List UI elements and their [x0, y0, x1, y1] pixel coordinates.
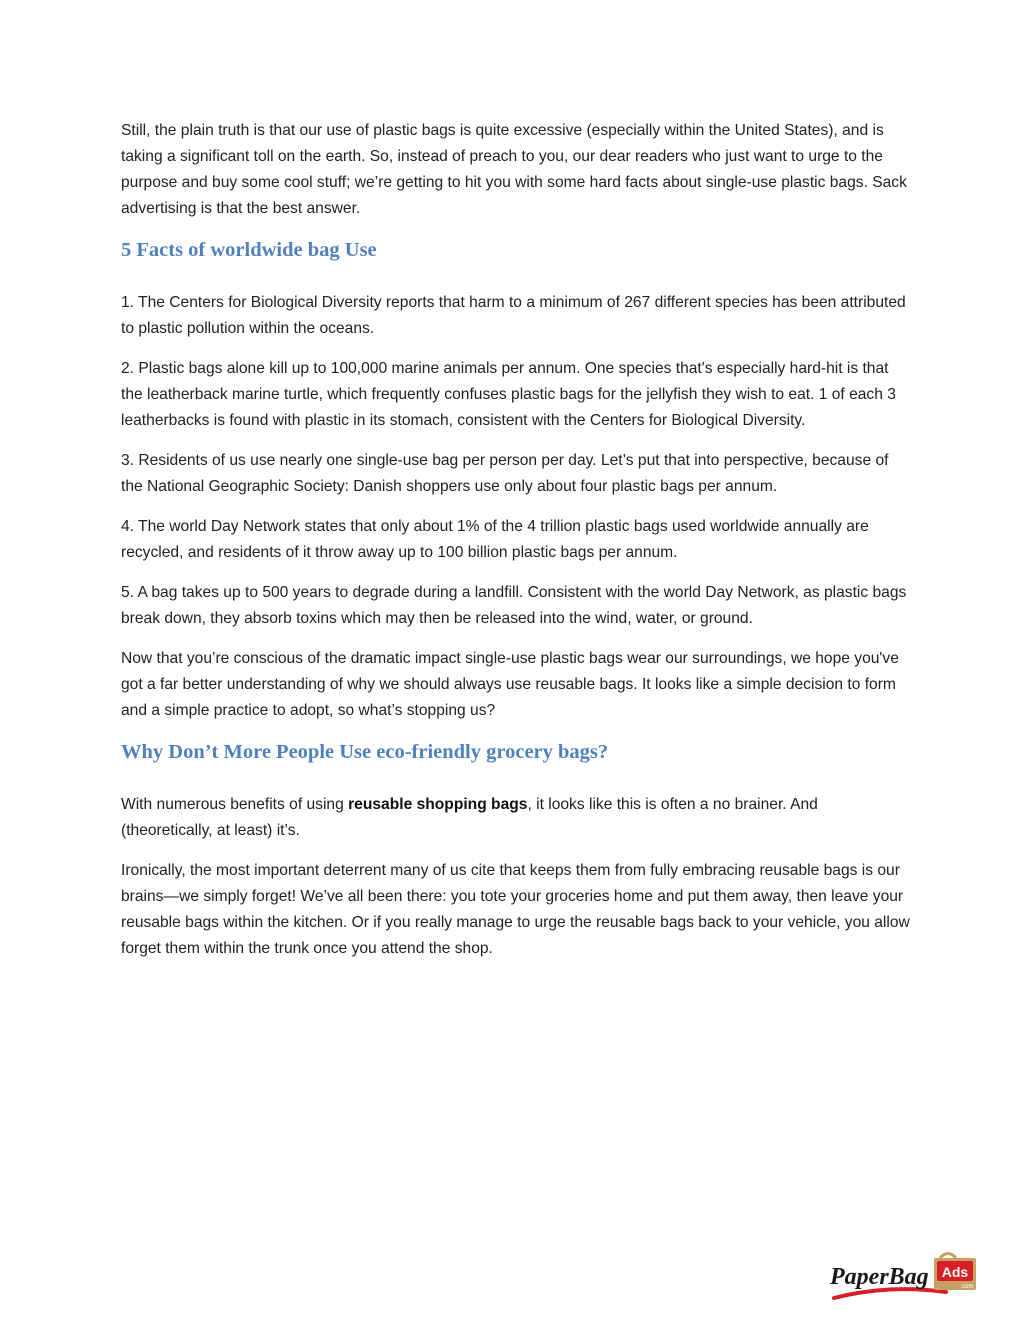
benefits-paragraph: [121, 792, 911, 844]
benefits-text-after: , it looks like this is often a no brainer. And (theoretically, at least) it’s.: [121, 796, 818, 839]
fact-item-5: 5. A bag takes up to 500 years to degrade during a landfill. Consistent with the world Day Network, as plastic bags break down, they absorb toxins which may then be released into the wind, water, or ground.: [121, 584, 907, 627]
logo-com-text: .com: [960, 1284, 974, 1290]
benefits-bold-phrase: reusable shopping bags: [348, 796, 528, 813]
conclusion-paragraph: Now that you’re conscious of the dramatic impact single-use plastic bags wear our surroundings, we hope you've got a far better understanding of why we should always use reusable bags. It looks like a simple decision to form and a simple practice to adopt, so what’s stopping us?: [121, 650, 899, 719]
logo-paperbag-text: PaperBag: [830, 1264, 929, 1290]
paperbagads-logo: [828, 1248, 978, 1303]
fact-item-2: 2. Plastic bags alone kill up to 100,000 marine animals per annum. One species that's especially hard-hit is that the leatherback marine turtle, which frequently confuses plastic bags for the jellyfish they wish to eat. 1 of each 3 leatherbacks is found with plastic in its stomach, consistent with the Centers for Biological Diversity.: [121, 360, 896, 429]
logo-ads-text: Ads: [941, 1264, 969, 1280]
section-heading-facts: 5 Facts of worldwide bag Use: [121, 239, 377, 261]
shopping-bag-icon: [934, 1254, 976, 1291]
intro-paragraph: Still, the plain truth is that our use of plastic bags is quite excessive (especially within the United States), and is taking a significant toll on the earth. So, instead of preach to you, our dear readers who just want to urge to the purpose and buy some cool stuff; we’re getting to hit you with some hard facts about single-use plastic bags. Sack advertising is that the best answer.: [121, 122, 907, 217]
fact-item-1: 1. The Centers for Biological Diversity reports that harm to a minimum of 267 different species has been attributed to plastic pollution within the oceans.: [121, 294, 906, 337]
fact-item-3: 3. Residents of us use nearly one single-use bag per person per day. Let’s put that into perspective, because of the National Geographic Society: Danish shoppers use only about four plastic bags per annum.: [121, 452, 889, 495]
fact-item-4: 4. The world Day Network states that only about 1% of the 4 trillion plastic bags used worldwide annually are recycled, and residents of it throw away up to 100 billion plastic bags per annum.: [121, 518, 869, 561]
document-page: [121, 118, 911, 976]
section-heading-why: Why Don’t More People Use eco-friendly grocery bags?: [121, 741, 609, 763]
ironic-paragraph: Ironically, the most important deterrent many of us cite that keeps them from fully embracing reusable bags is our brains—we simply forget! We’ve all been there: you tote your groceries home and put them away, then leave your reusable bags within the kitchen. Or if you really manage to urge the reusable bags back to your vehicle, you allow forget them within the trunk once you attend the shop.: [121, 862, 910, 957]
benefits-text-before: With numerous benefits of using: [121, 796, 349, 813]
